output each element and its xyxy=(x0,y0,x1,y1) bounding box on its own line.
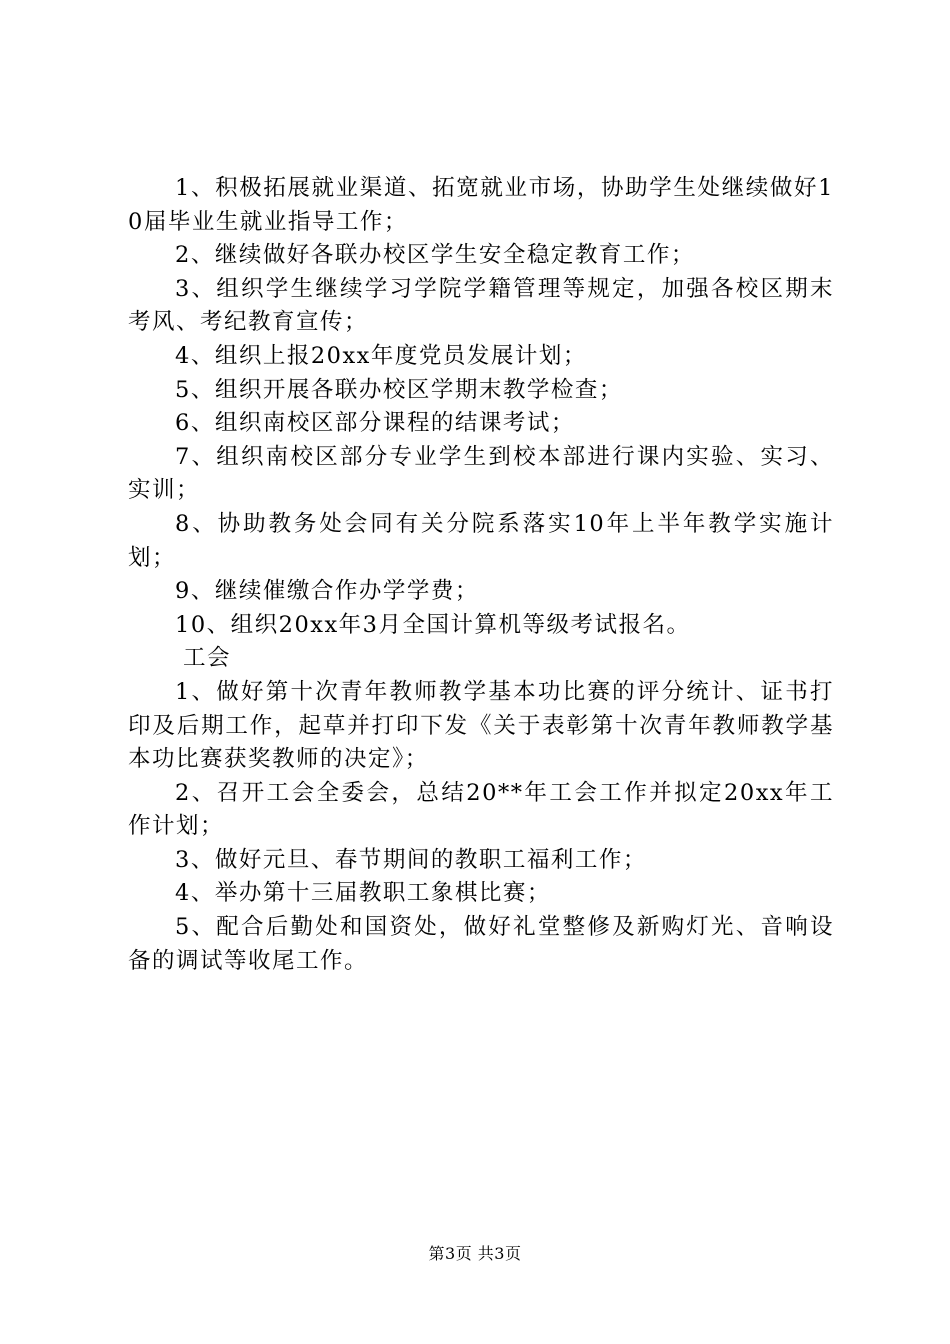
document-body xyxy=(128,172,834,978)
paragraph-item-5: 5、组织开展各联办校区学期末教学检查； xyxy=(175,376,623,403)
paragraph-item-4: 4、组织上报20xx年度党员发展计划； xyxy=(175,342,587,369)
paragraph-item-2: 2、继续做好各联办校区学生安全稳定教育工作； xyxy=(175,242,695,269)
paragraph-item-7: 7、组织南校区部分专业学生到校本部进行课内实验、实习、实训； xyxy=(128,443,834,504)
paragraph-item-6: 6、组织南校区部分课程的结课考试； xyxy=(175,410,575,437)
paragraph-item-3: 3、组织学生继续学习学院学籍管理等规定，加强各校区期末考风、考纪教育宣传； xyxy=(128,275,834,336)
union-item-1: 1、做好第十次青年教师教学基本功比赛的评分统计、证书打印及后期工作，起草并打印下发《关于表彰第十次青年教师教学基本功比赛获奖教师的决定》； xyxy=(128,678,834,773)
paragraph-item-9: 9、继续催缴合作办学学费； xyxy=(175,578,479,605)
union-item-3: 3、做好元旦、春节期间的教职工福利工作； xyxy=(175,846,647,873)
union-item-5: 5、配合后勤处和国资处，做好礼堂整修及新购灯光、音响设备的调试等收尾工作。 xyxy=(128,914,834,974)
union-item-2: 2、召开工会全委会，总结20**年工会工作并拟定20xx年工作计划； xyxy=(128,779,834,840)
section-heading-union: 工会 xyxy=(183,645,232,672)
page-number-footer: 第3页 共3页 xyxy=(428,1244,522,1263)
paragraph-item-1: 1、积极拓展就业渠道、拓宽就业市场，协助学生处继续做好10届毕业生就业指导工作； xyxy=(128,175,834,235)
paragraph-item-10: 10、组织20xx年3月全国计算机等级考试报名。 xyxy=(175,611,691,638)
paragraph-item-8: 8、协助教务处会同有关分院系落实10年上半年教学实施计划； xyxy=(128,510,834,571)
union-item-4: 4、举办第十三届教职工象棋比赛； xyxy=(175,880,551,907)
